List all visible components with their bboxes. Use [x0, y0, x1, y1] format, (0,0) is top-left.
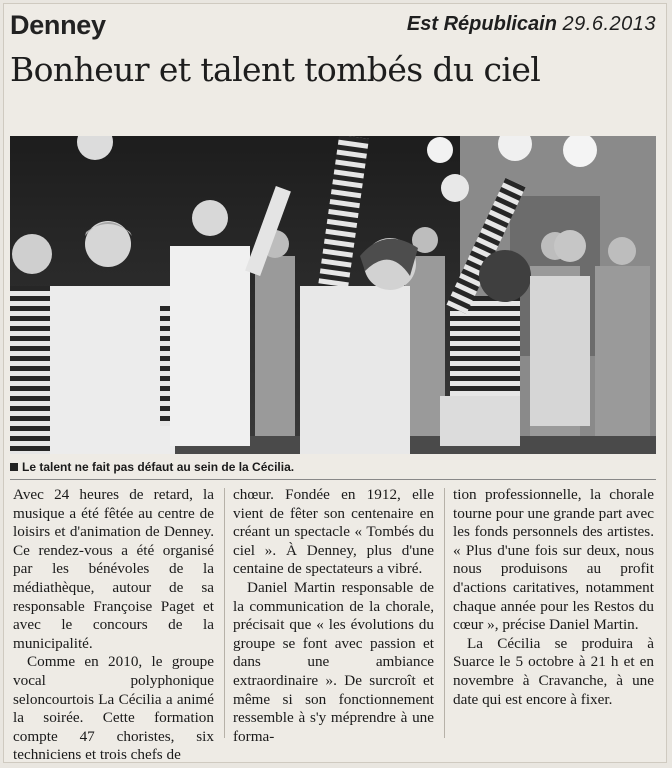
article-column-3: [453, 486, 654, 709]
column-divider: [444, 488, 445, 738]
photo-caption: [10, 458, 656, 478]
caption-square-icon: [10, 463, 18, 471]
publication-info: [407, 13, 656, 36]
paragraph: tion professionnelle, la chorale tourne pour une grande part avec les fonds personnels des artistes. « Plus d'une fois sur deux, nous nous produisons au profit d'actions caritatives, notamment chaque année pour les Restos du cœur », précise Daniel Martin.: [453, 486, 654, 634]
article-column-2: [233, 486, 434, 746]
headline: Bonheur et talent tombés du ciel: [10, 50, 541, 89]
article-column-1: [13, 486, 214, 765]
paragraph: Comme en 2010, le groupe vocal polyphonique seloncourtois La Cécilia a animé la soirée. Cette formation compte 47 choristes, six techniciens et trois chefs de: [13, 653, 214, 764]
caption-divider: [10, 479, 656, 480]
caption-text: Le talent ne fait pas défaut au sein de la Cécilia.: [22, 460, 295, 474]
paragraph: La Cécilia se produira à Suarce le 5 octobre à 21 h et en novembre à Cravanche, à une date qui est encore à fixer.: [453, 634, 654, 708]
column-divider: [224, 488, 225, 738]
paragraph: Avec 24 heures de retard, la musique a été fêtée au centre de loisirs et d'animation de Denney. Ce rendez-vous a été organisé par les bénévoles de la médiathèque, autour de sa responsable Françoise Paget et avec le concours de la municipalité.: [13, 486, 214, 652]
publication-date: 29.6.2013: [562, 13, 656, 35]
newspaper-name: Est Républicain: [406, 13, 557, 35]
paragraph: chœur. Fondée en 1912, elle vient de fêter son centenaire en créant un spectacle « Tombés du ciel ». À Denney, plus d'une centaine de spectateurs a vibré.: [233, 486, 434, 578]
article-header: [10, 10, 660, 46]
choir-photo-illustration: [10, 136, 656, 454]
locality-name: Denney: [10, 10, 106, 40]
paragraph: Daniel Martin responsable de la communication de la chorale, précisait que « les évolutions du groupe se font avec passion et dans une ambiance extraordinaire ». De surcroît et même si son fonctionnement ressemble à s'y méprendre à une forma-: [233, 578, 434, 745]
article-photo: [10, 136, 656, 454]
